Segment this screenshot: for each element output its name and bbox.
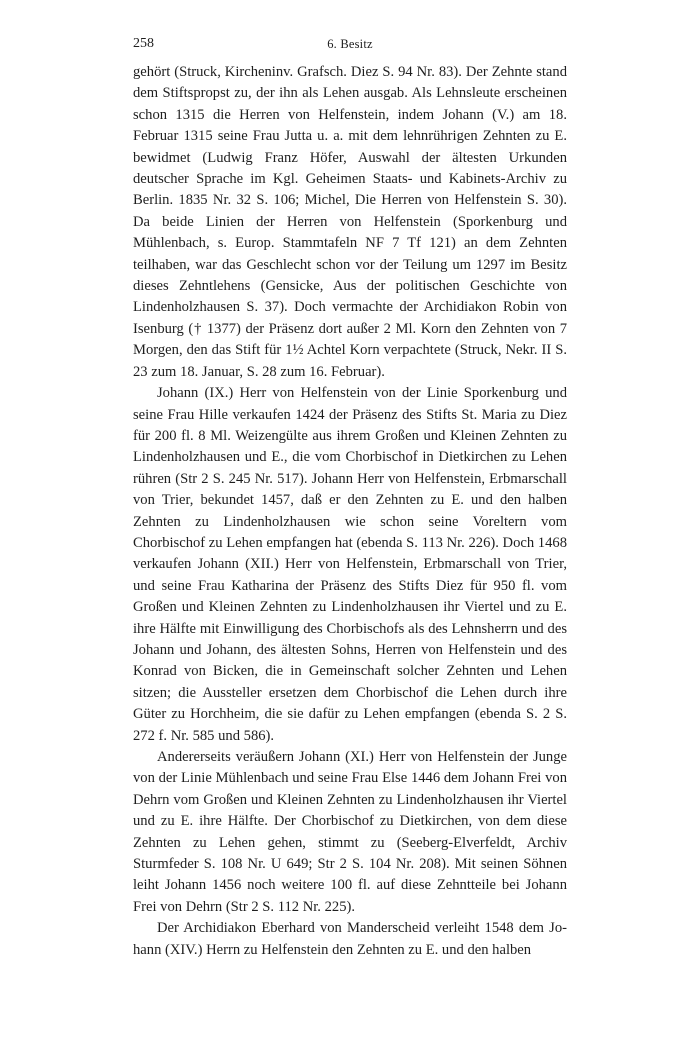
paragraph-3: Andererseits veräußern Johann (XI.) Herr von Helfenstein der Junge von der Linie Mühlenbach und seine Frau Else 1446 dem Johann Frei von Dehrn vom Großen und Kleinen Zehnten zu Lindenholzhausen ihr Viertel und zu E. ihre Hälfte. Der Chorbischof zu Dietkirchen, von dem diese Zehnten zu Lehen gehen, stimmt zu (Seeberg-Elverfeldt, Archiv Sturmfeder S. 108 Nr. U 649; Str 2 S. 104 Nr. 208). Mit seinen Söhnen leiht Johann 1456 noch weitere 100 fl. auf diese Zehntteile bei Johann Frei von Dehrn (Str 2 S. 112 Nr. 225).	[133, 749, 567, 915]
body-text	[133, 62, 567, 961]
page-number: 258	[133, 36, 154, 51]
paragraph-2: Johann (IX.) Herr von Helfenstein von der Linie Sporkenburg und seine Frau Hille verkaufen 1424 der Präsenz des Stifts St. Maria zu Diez für 200 fl. 8 Ml. Weizengülte aus ihrem Großen und Kleinen Zehnten zu Lindenholzhausen und E., die vom Chorbischof in Dietkirchen zu Lehen rühren (Str 2 S. 245 Nr. 517). Johann Herr von Helfenstein, Erbmarschall von Trier, bekundet 1457, daß er den Zehnten zu E. und den halben Zehnten zu Lindenholzhausen wie schon seine Voreltern vom Chorbischof zu Lehen empfangen hat (ebenda S. 113 Nr. 226). Doch 1468 verkaufen Johann (XII.) Herr von Helfenstein, Erbmarschall von Trier, und seine Frau Katharina der Präsenz des Stifts Diez für 950 fl. vom Großen und Kleinen Zehnten zu Lindenholzhausen ihr Viertel und zu E. ihre Hälfte mit Einwilligung des Chorbischofs als des Lehnsherrn und des Johann und Johann, des ältesten Sohns, Herren von Helfenstein und des Konrad von Bicken, die in Gemeinschaft solcher Zehnten und Lehen sitzen; die Aussteller ersetzen dem Chorbischof die Lehen durch ihre Güter zu Horchheim, die sie dafür zu Lehen empfangen (ebenda S. 2 S. 272 f. Nr. 585 und 586).	[133, 385, 567, 744]
paragraph-1: gehört (Struck, Kircheninv. Grafsch. Diez S. 94 Nr. 83). Der Zehnte stand dem Stiftspropst zu, der ihn als Lehen ausgab. Als Lehnsleute erscheinen schon 1315 die Herren von Helfenstein, indem Johann (V.) am 18. Februar 1315 seine Frau Jutta u. a. mit dem lehnrührigen Zehnten zu E. bewidmet (Ludwig Franz Höfer, Auswahl der ältesten Urkunden deutscher Sprache im Kgl. Geheimen Staats- und Kabinets-Archiv zu Berlin. 1835 Nr. 32 S. 106; Michel, Die Herren von Helfenstein S. 30). Da beide Linien der Herren von Helfenstein (Sporkenburg und Mühlenbach, s. Europ. Stammtafeln NF 7 Tf 121) an dem Zehnten teilhaben, war das Geschlecht schon vor der Teilung um 1297 im Besitz dieses Zehntlehens (Gensicke, Aus der politischen Geschichte von Lindenholzhausen S. 37). Doch vermachte der Archidiakon Robin von Isenburg († 1377) der Präsenz dort außer 2 Ml. Korn den Zehnten von 7 Morgen, den das Stift für 1½ Achtel Korn verpachtete (Struck, Nekr. II S. 23 zum 18. Januar, S. 28 zum 16. Februar).	[133, 64, 567, 380]
document-page	[133, 36, 567, 961]
page-header	[133, 36, 567, 58]
paragraph-4: Der Archidiakon Eberhard von Manderscheid verleiht 1548 dem Johann (XIV.) Herrn zu Helfenstein den Zehnten zu E. und den halben	[133, 920, 567, 958]
running-head: 6. Besitz	[327, 37, 373, 51]
